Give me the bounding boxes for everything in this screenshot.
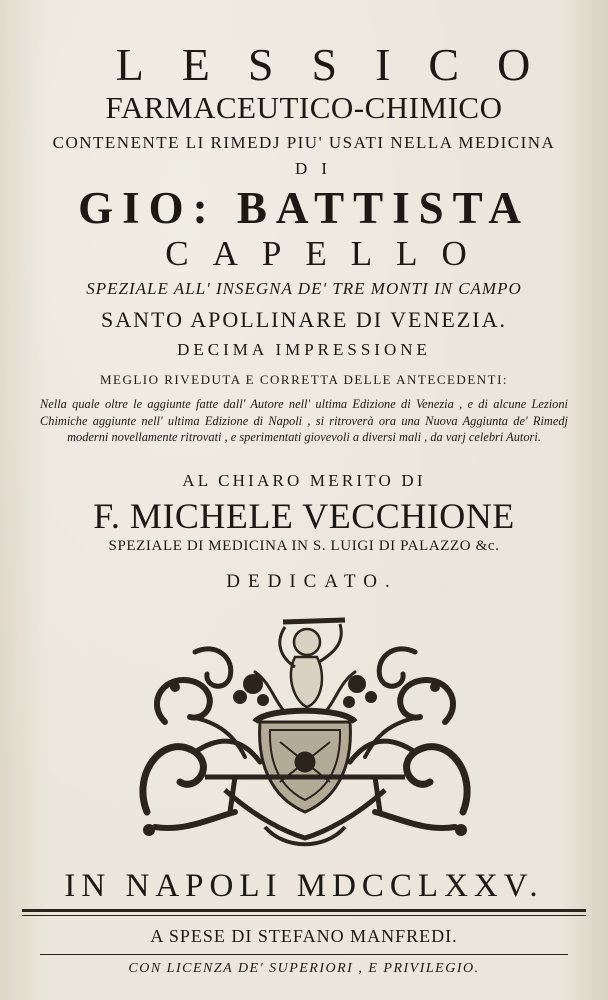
dedicatee-name: F. MICHELE VECCHIONE — [93, 496, 515, 536]
subtitle-contents: CONTENENTE LI RIMEDJ PIU' USATI NELLA MEDICINA — [52, 133, 556, 152]
dedicatee-description: SPEZIALE DI MEDICINA IN S. LUIGI DI PALAZZO &c. — [108, 538, 500, 554]
revision-statement: MEGLIO RIVEDUTA E CORRETTA DELLE ANTECEDENTI: — [99, 372, 509, 387]
author-description: SPEZIALE ALL' INSEGNA DE' TRE MONTI IN CAMPO — [86, 279, 522, 298]
title-farmaceutico: FARMACEUTICO-CHIMICO — [105, 90, 503, 125]
publisher-line: A SPESE DI STEFANO MANFREDI. — [150, 926, 458, 946]
imprint-place-date: IN NAPOLI MDCCLXXV. — [64, 868, 544, 904]
dedication-intro: AL CHIARO MERITO DI — [182, 471, 426, 490]
license-line: CON LICENZA DE' SUPERIORI , E PRIVILEGIO. — [128, 961, 480, 976]
dedicated-label: DEDICATO. — [226, 571, 398, 592]
double-rule-thick — [22, 909, 586, 912]
printer-vignette-cherub-shield-icon — [135, 612, 475, 854]
title-lessico: LESSICO — [115, 39, 569, 90]
by-line: DI — [295, 159, 341, 178]
edition-description: Nella quale oltre le aggiunte fatte dall' Autore nell' ultima Edizione di Venezia , e di alcune Lezioni Chimiche aggiunte nell' ultima Edizione di Napoli , si ritroverà ora una Nuova Aggiunta de' Rimedj moderni novellamente ritrovati , e sperimentati giovevoli a diversi mali , da varj celebri Autori. — [40, 397, 568, 444]
author-surname: CAPELLO — [165, 234, 491, 273]
author-name: GIO: BATTISTA — [78, 183, 530, 233]
author-location: SANTO APOLLINARE DI VENEZIA. — [101, 307, 507, 332]
rule-divider — [40, 954, 568, 955]
edition-statement: DECIMA IMPRESSIONE — [177, 340, 431, 359]
double-rule-thin — [22, 915, 586, 916]
